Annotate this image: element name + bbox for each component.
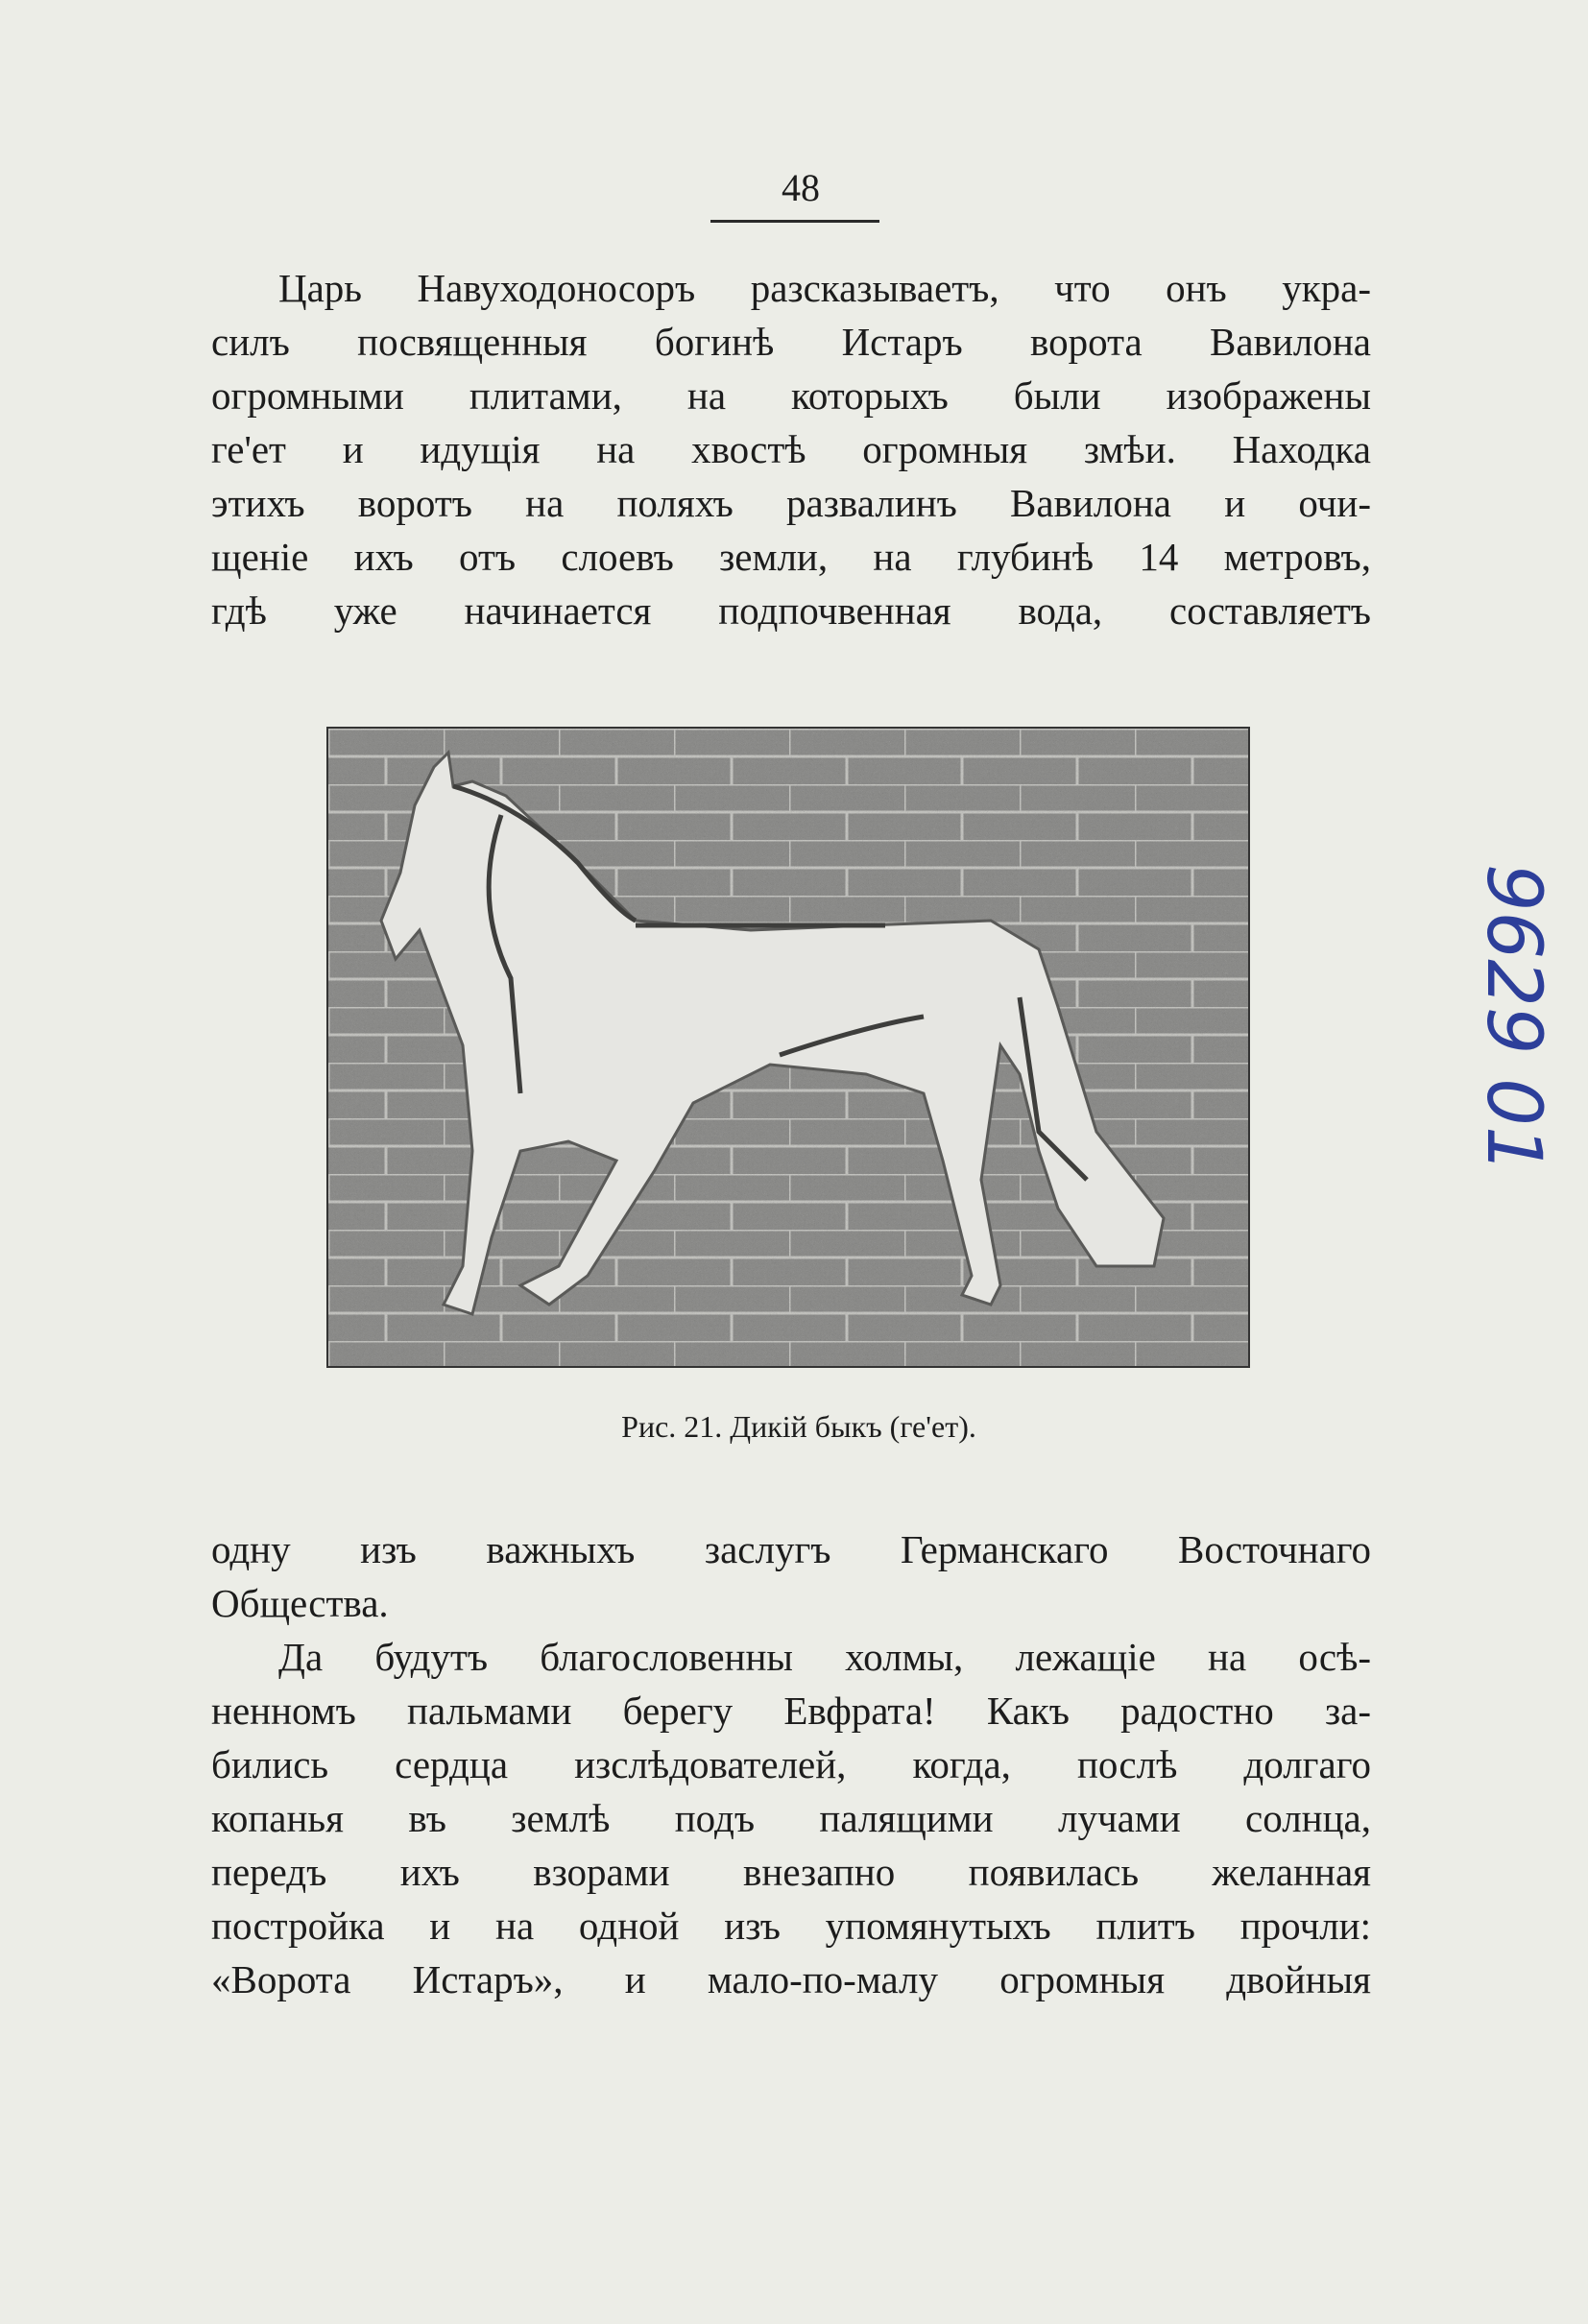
text-line: щеніе ихъ отъ слоевъ земли, на глубинѣ 14 метровъ, <box>211 535 1371 579</box>
text-line: ненномъ пальмами берегу Евфрата! Какъ радостно за- <box>211 1689 1371 1733</box>
text-line: бились сердца изслѣдователей, когда, послѣ долгаго <box>211 1742 1371 1786</box>
text-line: передъ ихъ взорами внезапно появилась желанная <box>211 1850 1371 1894</box>
text-line: постройка и на одной изъ упомянутыхъ плитъ прочли: <box>211 1904 1371 1948</box>
text-line: Общества. <box>211 1581 389 1625</box>
text-line: этихъ воротъ на поляхъ развалинъ Вавилона и очи- <box>211 481 1371 525</box>
paragraph-1 <box>211 261 1371 637</box>
text-line: Да будутъ благословенны холмы, лежащіе на осѣ- <box>278 1635 1371 1679</box>
bull-brick-relief-image <box>328 729 1248 1366</box>
text-line: Царь Навуходоносоръ разсказываетъ, что онъ укра- <box>278 266 1371 310</box>
svg-text:9629 01: 9629 01 <box>1470 864 1556 1174</box>
paragraph-2 <box>211 1630 1371 2006</box>
handwritten-library-number <box>1450 854 1565 1181</box>
text-line: гдѣ уже начинается подпочвенная вода, составляетъ <box>211 588 1371 633</box>
page-number: 48 <box>782 166 820 209</box>
paragraph-1-continued <box>211 1522 1371 1630</box>
text-line: огромными плитами, на которыхъ были изображены <box>211 373 1371 418</box>
text-line: «Ворота Истаръ», и мало-по-малу огромныя двойныя <box>211 1957 1371 2001</box>
figure-caption: Рис. 21. Дикій быкъ (ге'ет). <box>621 1409 976 1444</box>
text-line: ге'ет и идущія на хвостѣ огромныя змѣи. Находка <box>211 427 1371 471</box>
text-line: одну изъ важныхъ заслугъ Германскаго Восточнаго <box>211 1527 1371 1571</box>
header-rule <box>710 220 879 223</box>
text-line: копанья въ землѣ подъ палящими лучами солнца, <box>211 1796 1371 1840</box>
figure-wild-bull-relief <box>326 727 1250 1368</box>
text-line: силъ посвященныя богинѣ Истаръ ворота Вавилона <box>211 320 1371 364</box>
